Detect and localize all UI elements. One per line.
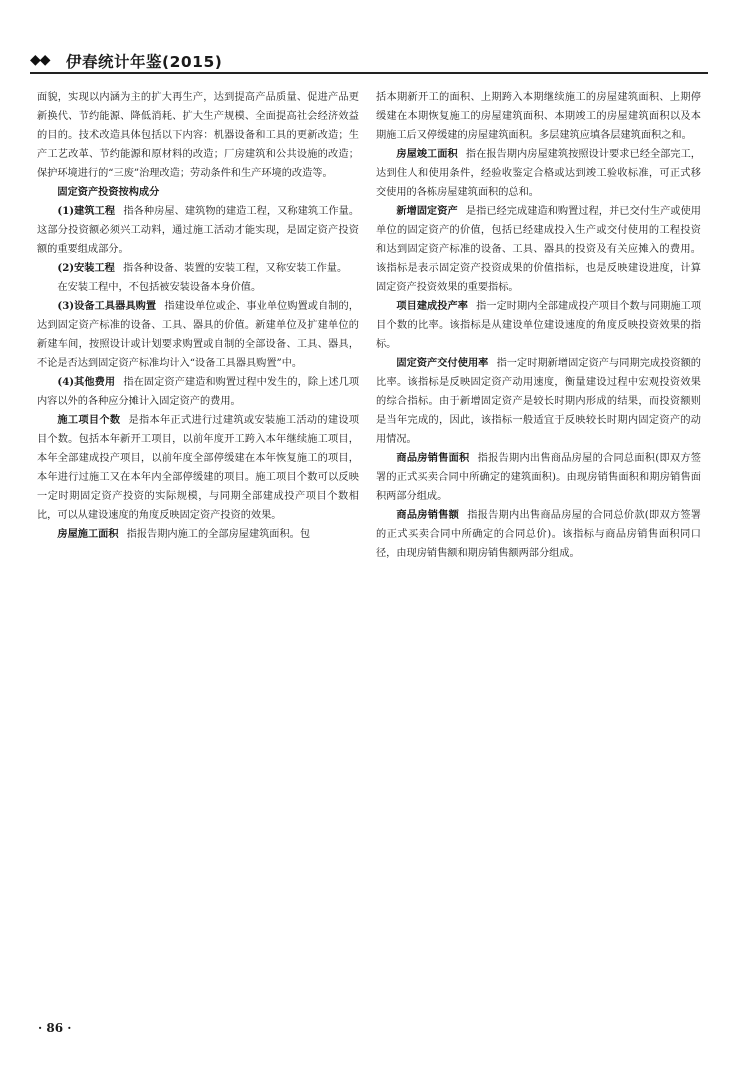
paragraph <box>37 202 359 259</box>
term-label: 新增固定资产 <box>396 205 458 217</box>
term-text: 是指本年正式进行过建筑或安装施工活动的建设项目个数。包括本年新开工项目，以前年度开工跨入本年继续施工项目，本年全部建成投产项目，以前年度全部停缓建在本年恢复施工的项目，本年进行过施工又在本年内全部停缓建的项目。施工项目个数可以反映一定时期固定资产投资的实际规模，与同期全部建成投产项目个数相比，可以从建设速度的角度反映固定资产投资的效果。 <box>37 415 360 521</box>
section-heading: 固定资产投资按构成分 <box>57 186 160 198</box>
header-rule <box>30 72 708 74</box>
yearbook-title: 伊春统计年鉴(2015) <box>66 53 223 71</box>
term-label: 项目建成投产率 <box>396 300 468 312</box>
paragraph: 括本期新开工的面积、上期跨入本期继续施工的房屋建筑面积、上期停缓建在本期恢复施工的房屋建筑面积、本期竣工的房屋建筑面积以及本期施工后又停缓建的房屋建筑面积。多层建筑应填各层建筑面积之和。 <box>376 92 701 141</box>
term-label: (3)设备工具器具购置 <box>57 300 157 312</box>
page-header <box>30 48 710 78</box>
term-label: 固定资产交付使用率 <box>396 357 489 369</box>
term-text: 指报告期内出售商品房屋的合同总面积(即双方签署的正式买卖合同中所确定的建筑面积)。由现房销售面积和期房销售面积两部分组成。 <box>376 453 701 502</box>
term-text: 指在报告期内房屋建筑按照设计要求已经全部完工，达到住人和使用条件，经验收鉴定合格或达到竣工验收标准，可正式移交使用的各栋房屋建筑面积的总和。 <box>376 149 701 198</box>
term-label: 商品房销售额 <box>396 509 460 521</box>
right-column <box>376 88 701 563</box>
term-label: 房屋竣工面积 <box>396 148 458 160</box>
paragraph <box>37 373 359 411</box>
term-text: 是指已经完成建造和购置过程，并已交付生产或使用单位的固定资产的价值，包括已经建成投入生产或交付使用的工程投资和达到固定资产标准的设备、工具、器具的投资及有关应摊入的费用。该指标是表示固定资产投资成果的价值指标，也是反映建设进度，计算固定资产投资效果的重要指标。 <box>376 206 701 293</box>
paragraph <box>37 525 359 544</box>
term-label: (1)建筑工程 <box>57 205 116 217</box>
term-label: 施工项目个数 <box>57 414 121 426</box>
paragraph <box>376 449 701 506</box>
term-text: 指一定时期内全部建成投产项目个数与同期施工项目个数的比率。该指标是从建设单位建设速度的角度反映投资效果的指标。 <box>376 301 702 350</box>
paragraph <box>37 411 359 525</box>
term-text: 指各种房屋、建筑物的建造工程，又称建筑工作量。这部分投资额必须兴工动料，通过施工活动才能实现，是固定资产投资额的重要组成部分。 <box>37 206 360 255</box>
paragraph <box>376 145 701 202</box>
paragraph <box>37 259 359 278</box>
paragraph <box>376 506 701 563</box>
term-text: 指报告期内施工的全部房屋建筑面积。包 <box>126 529 311 540</box>
term-label: (4)其他费用 <box>57 376 116 388</box>
paragraph <box>376 202 701 297</box>
term-text: 指建设单位或企、事业单位购置或自制的，达到固定资产标准的设备、工具、器具的价值。新建单位及扩建单位的新建车间，按照设计或计划要求购置或自制的全部设备、工具、器具，不论是否达到固定资产标准均计入“设备工具器具购置”中。 <box>37 301 359 369</box>
term-text: 指在固定资产建造和购置过程中发生的，除上述几项内容以外的各种应分摊计入固定资产的费用。 <box>37 377 360 407</box>
paragraph: 在安装工程中，不包括被安装设备本身价值。 <box>57 282 262 293</box>
paragraph <box>376 297 701 354</box>
term-text: 指各种设备、装置的安装工程，又称安装工作量。 <box>123 263 348 274</box>
diamond-icon: ◆◆ <box>30 52 50 68</box>
paragraph: 面貌，实现以内涵为主的扩大再生产，达到提高产品质量、促进产品更新换代、节约能源、降低消耗、扩大生产规模、全面提高社会经济效益的目的。技术改造具体包括以下内容：机器设备和工具的更新改造；生产工艺改革、节约能源和原材料的改造；厂房建筑和公共设施的改造；保护环境进行的“三废”治理改造；劳动条件和生产环境的改造等。 <box>37 92 359 179</box>
term-label: 房屋施工面积 <box>57 528 119 540</box>
page-number: · 86 · <box>38 1021 72 1035</box>
paragraph <box>37 297 359 373</box>
term-text: 指一定时期新增固定资产与同期完成投资额的比率。该指标是反映固定资产动用速度，衡量建设过程中宏观投资效果的综合指标。由于新增固定资产是较长时期内形成的结果，而投资额则是当年完成的，因此，该指标一般适宜于反映较长时期内固定资产的动用情况。 <box>376 358 701 445</box>
term-text: 指报告期内出售商品房屋的合同总价款(即双方签署的正式买卖合同中所确定的合同总价)。该指标与商品房销售面积同口径，由现房销售额和期房销售额两部分组成。 <box>376 510 701 559</box>
left-column <box>37 88 359 544</box>
term-label: 商品房销售面积 <box>396 452 470 464</box>
term-label: (2)安装工程 <box>57 262 115 274</box>
paragraph <box>376 354 701 449</box>
